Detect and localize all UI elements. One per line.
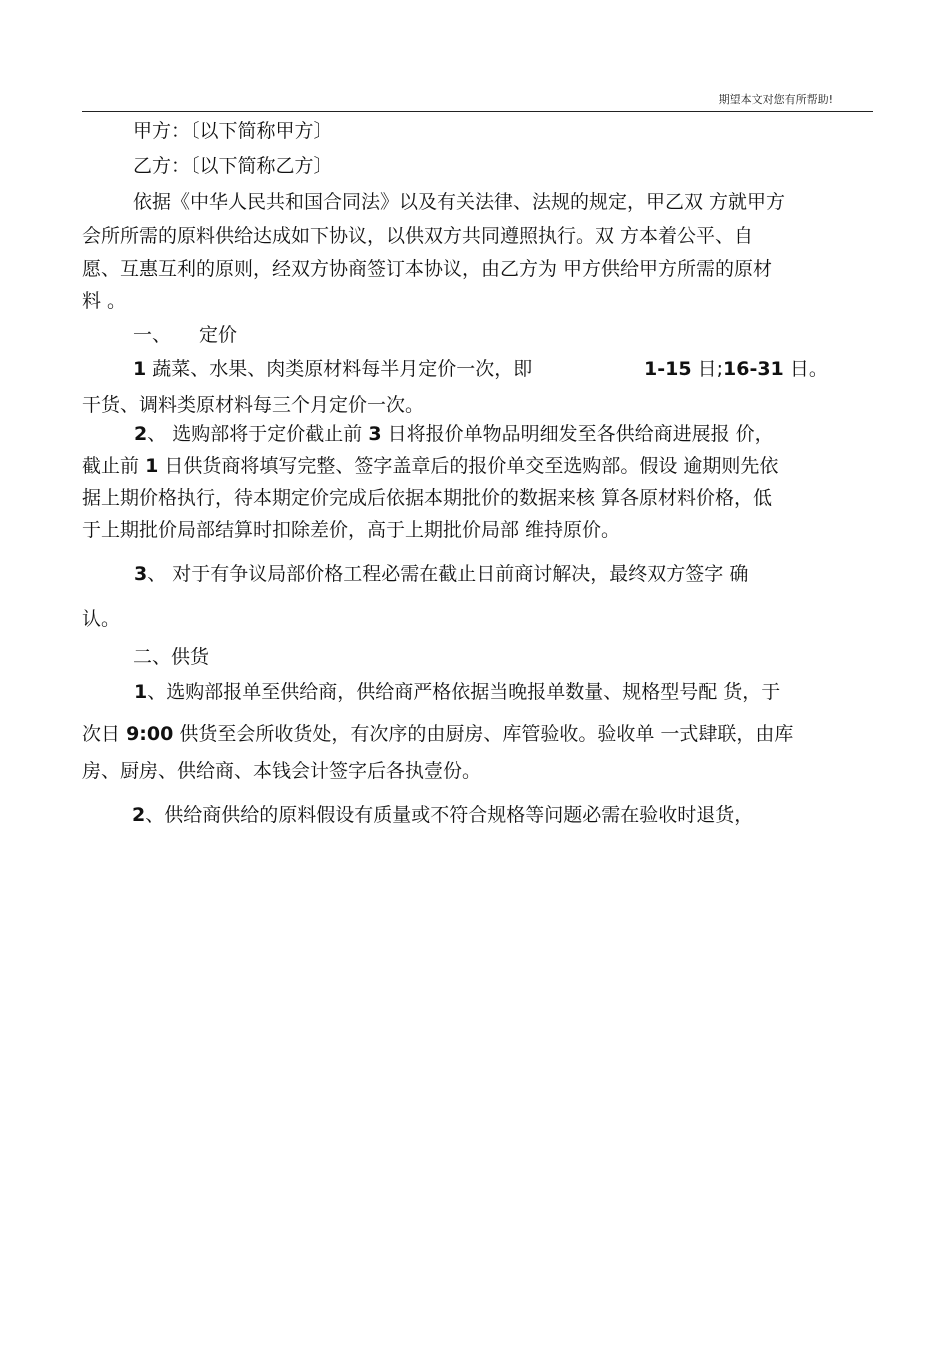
pricing-item-3-number: 3 [134, 563, 148, 585]
pricing-item-2-line-2 [82, 453, 778, 479]
pricing-item-3-sep: 、 [147, 563, 167, 585]
pricing-item-2-line2-b: 日供货商将填写完整、签字盖章后的报价单交至选购部。假设 逾期则先依 [164, 455, 779, 477]
page-header [82, 90, 873, 112]
pricing-item-2-line-3: 据上期价格执行，待本期定价完成后依据本期批价的数据来核 算各原材料价格，低 [82, 487, 773, 509]
pricing-days-1: 1 [145, 455, 159, 477]
supply-item-1-line2-a: 次日 [82, 723, 121, 745]
supply-item-2-text: 、供给商供给的原料假设有质量或不符合规格等问题必需在验收时退货， [145, 804, 754, 826]
supply-item-1-text: 、选购部报单至供给商，供给商严格依据当晚报单数量、规格型号配 货，于 [147, 681, 781, 703]
intro-line-4: 料 。 [82, 290, 127, 312]
supply-item-1-line-3: 房、厨房、供给商、本钱会计签字后各执壹份。 [82, 760, 482, 782]
supply-item-1-number: 1 [134, 681, 148, 703]
pricing-item-2-line2-a: 截止前 [82, 455, 140, 477]
pricing-item-1-number: 1 [133, 358, 147, 380]
pricing-day-1: 日; [697, 358, 723, 380]
section-2-heading: 二、供货 [133, 646, 210, 668]
section-1-heading [82, 322, 237, 348]
pricing-item-2-text-a: 选购部将于定价截止前 [172, 423, 363, 445]
supply-time: 9:00 [126, 723, 174, 745]
pricing-item-2-line-4: 于上期批价局部结算时扣除差价，高于上期批价局部 维持原价。 [82, 519, 621, 541]
pricing-item-2 [82, 421, 774, 447]
supply-item-1 [82, 679, 780, 705]
supply-item-1-line2-b: 供货至会所收货处，有次序的由厨房、库管验收。验收单 一式肆联，由库 [179, 723, 794, 745]
pricing-item-2-sep: 、 [147, 423, 167, 445]
pricing-item-2-text-b: 日将报价单物品明细发至各供给商进展报 价， [387, 423, 774, 445]
pricing-item-3-text: 对于有争议局部价格工程必需在截止日前商讨解决，最终双方签字 确 [172, 563, 749, 585]
supply-item-2-number: 2 [132, 804, 146, 826]
pricing-item-1 [82, 356, 532, 382]
pricing-days-3: 3 [368, 423, 382, 445]
pricing-item-1-line-2: 干货、调料类原材料每三个月定价一次。 [82, 394, 425, 416]
pricing-date-range-2: 16-31 [723, 358, 784, 380]
section-1-number: 一、 [133, 324, 172, 346]
pricing-day-2: 日。 [789, 358, 828, 380]
pricing-item-2-number: 2 [134, 423, 148, 445]
pricing-date-range-1: 1-15 [644, 358, 692, 380]
intro-line-1: 依据《中华人民共和国合同法》以及有关法律、法规的规定，甲乙双 方就甲方 [133, 191, 786, 213]
supply-item-1-line-2 [82, 721, 793, 747]
header-note: 期望本文对您有所帮助! [718, 93, 833, 106]
supply-item-2 [82, 802, 753, 828]
party-a-line: 甲方：〔以下简称甲方〕 [133, 120, 333, 142]
pricing-period-dates [644, 356, 828, 382]
intro-line-2: 会所所需的原料供给达成如下协议，以供双方共同遵照执行。双 方本着公平、自 [82, 225, 754, 247]
pricing-item-3 [82, 561, 748, 587]
party-b-line: 乙方：〔以下简称乙方〕 [133, 155, 333, 177]
intro-line-3: 愿、互惠互利的原则，经双方协商签订本协议，由乙方为 甲方供给甲方所需的原材 [82, 258, 773, 280]
section-1-title: 定价 [199, 324, 238, 346]
pricing-item-1-text: 蔬菜、水果、肉类原材料每半月定价一次，即 [152, 358, 533, 380]
pricing-item-3-line-2: 认。 [82, 608, 121, 630]
